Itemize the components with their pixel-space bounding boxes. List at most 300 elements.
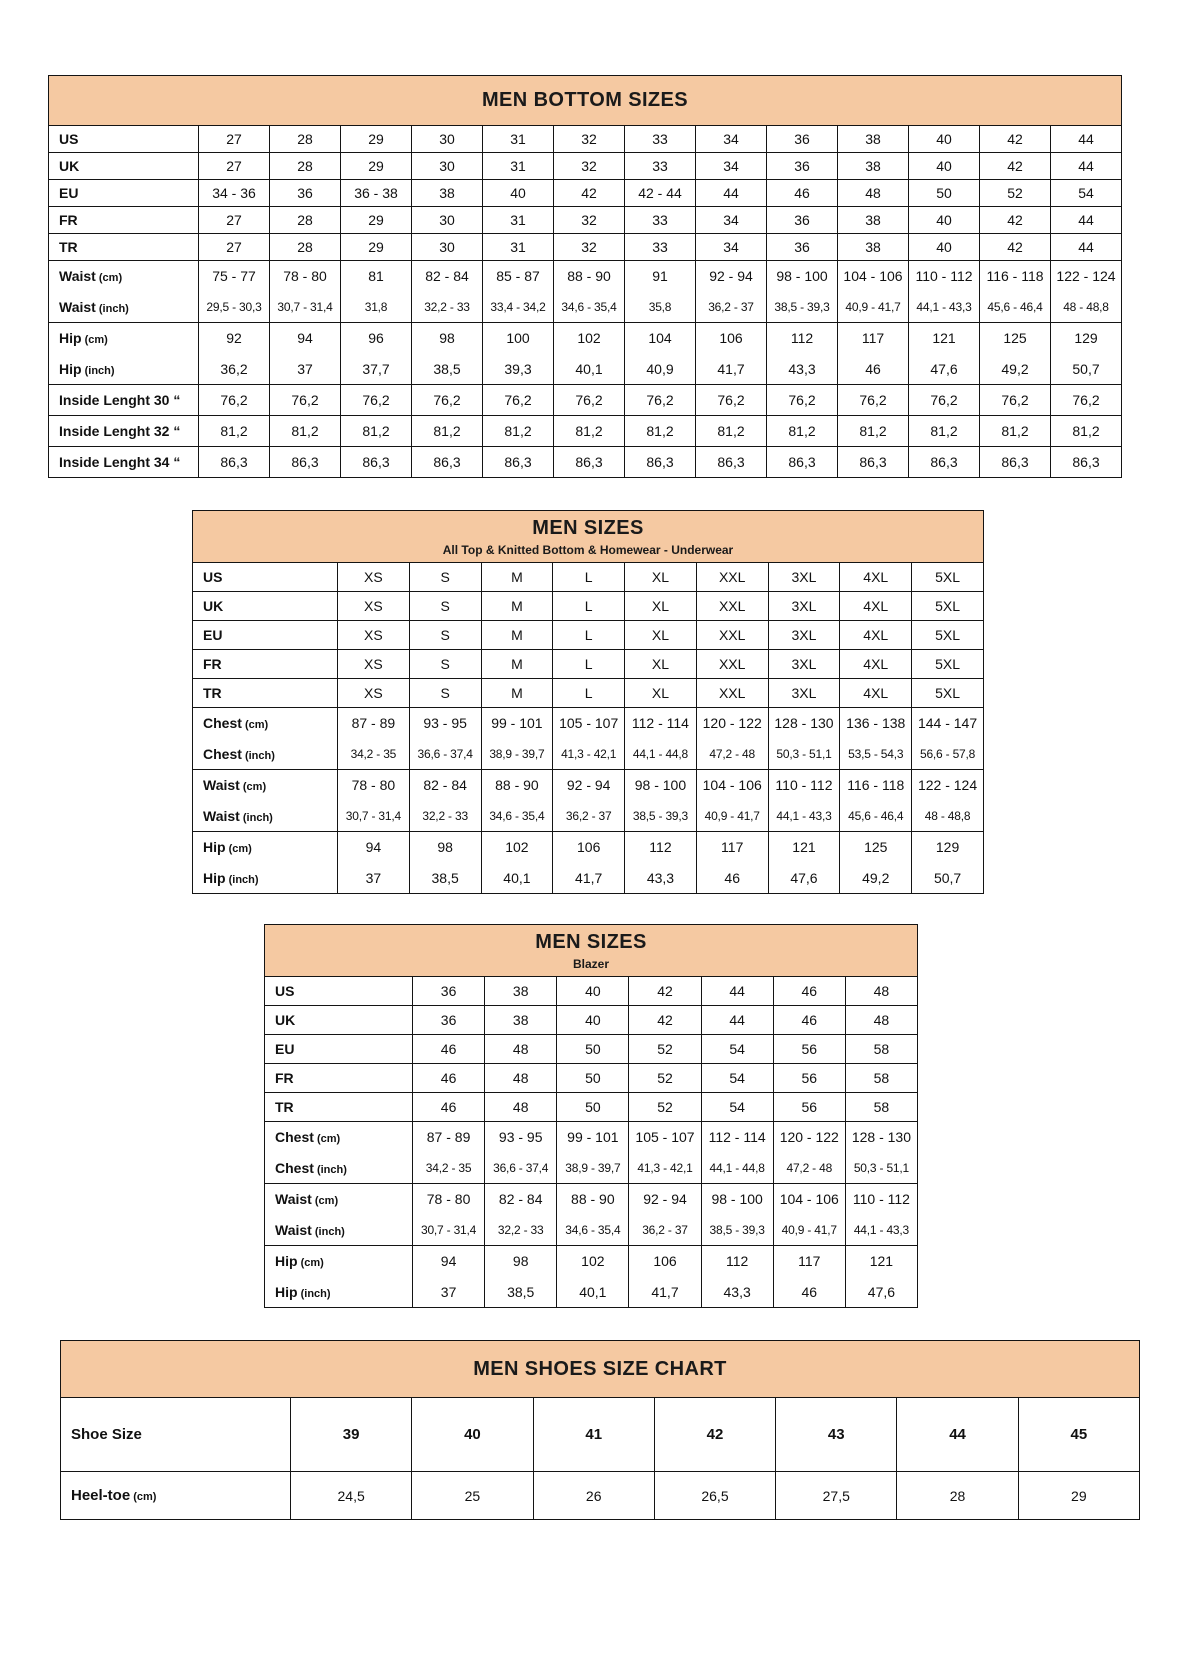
size-cell: 81,2 <box>483 416 554 447</box>
size-cell: 38 <box>838 207 909 234</box>
size-cell: 34,6 - 35,4 <box>554 292 625 323</box>
size-cell: 92 - 94 <box>553 770 625 801</box>
size-cell: 125 <box>840 832 912 863</box>
size-cell: 122 - 124 <box>1051 261 1122 292</box>
size-cell: 82 - 84 <box>485 1184 557 1215</box>
size-cell: 98 <box>412 323 483 354</box>
size-cell: 110 - 112 <box>845 1184 917 1215</box>
size-cell: 112 - 114 <box>625 708 697 739</box>
size-cell: 76,2 <box>483 385 554 416</box>
size-cell: 40 <box>483 180 554 207</box>
size-cell: XS <box>338 621 410 650</box>
size-cell: 92 - 94 <box>629 1184 701 1215</box>
size-cell: S <box>409 650 481 679</box>
table-row <box>49 153 1122 180</box>
size-cell: 105 - 107 <box>553 708 625 739</box>
size-cell: 4XL <box>840 563 912 592</box>
table-row <box>49 126 1122 153</box>
size-cell: 49,2 <box>980 354 1051 385</box>
size-cell: 47,6 <box>845 1277 917 1308</box>
size-cell: 29 <box>1018 1472 1139 1520</box>
size-cell: 27 <box>199 207 270 234</box>
row-label <box>49 385 199 416</box>
size-cell: 43,3 <box>625 863 697 894</box>
size-cell: 76,2 <box>696 385 767 416</box>
size-cell: 37,7 <box>341 354 412 385</box>
size-cell: 26,5 <box>654 1472 775 1520</box>
size-cell: 94 <box>338 832 410 863</box>
row-label-text: FR <box>59 212 78 228</box>
size-cell: L <box>553 650 625 679</box>
row-label <box>49 447 199 478</box>
size-cell: 34 <box>696 207 767 234</box>
size-cell: 129 <box>1051 323 1122 354</box>
size-cell: 29 <box>341 126 412 153</box>
size-cell: 93 - 95 <box>409 708 481 739</box>
row-label-text: Waist <box>59 268 96 285</box>
size-cell: 40,9 <box>625 354 696 385</box>
size-cell: 76,2 <box>1051 385 1122 416</box>
row-label-text: EU <box>59 185 79 201</box>
size-cell: 86,3 <box>767 447 838 478</box>
men-shoes-size-chart-table <box>60 1340 1140 1520</box>
table-row <box>193 770 984 801</box>
table-row <box>193 739 984 770</box>
size-cell: 116 - 118 <box>980 261 1051 292</box>
size-cell: 86,3 <box>909 447 980 478</box>
row-label <box>193 621 338 650</box>
size-cell: 88 - 90 <box>481 770 553 801</box>
row-label <box>193 592 338 621</box>
table-row <box>193 592 984 621</box>
size-cell: 46 <box>773 1006 845 1035</box>
size-cell: 81,2 <box>980 416 1051 447</box>
row-label-text: US <box>59 131 79 147</box>
size-cell: 78 - 80 <box>270 261 341 292</box>
size-cell: 128 - 130 <box>845 1122 917 1153</box>
size-cell: 56 <box>773 1093 845 1122</box>
row-label <box>193 739 338 770</box>
size-cell: 128 - 130 <box>768 708 840 739</box>
size-cell: 86,3 <box>838 447 909 478</box>
size-cell: 98 <box>409 832 481 863</box>
size-cell: 110 - 112 <box>768 770 840 801</box>
size-cell: 98 - 100 <box>767 261 838 292</box>
size-cell: 30 <box>412 126 483 153</box>
size-cell: 117 <box>838 323 909 354</box>
size-cell: 117 <box>696 832 768 863</box>
row-label-unit: (inch) <box>241 749 275 762</box>
size-charts-page <box>0 75 1200 1520</box>
size-cell: 36,2 <box>199 354 270 385</box>
size-cell: 38,9 - 39,7 <box>481 739 553 770</box>
size-cell: 41 <box>533 1398 654 1472</box>
table-row <box>61 1398 1140 1472</box>
size-cell: 3XL <box>768 679 840 708</box>
size-cell: 92 - 94 <box>696 261 767 292</box>
row-label-unit: (inch) <box>313 1163 347 1176</box>
size-cell: 33 <box>625 126 696 153</box>
size-cell: 52 <box>980 180 1051 207</box>
size-cell: 44 <box>1051 207 1122 234</box>
size-cell: 41,7 <box>553 863 625 894</box>
row-label <box>49 126 199 153</box>
size-cell: 86,3 <box>483 447 554 478</box>
size-cell: 34 <box>696 126 767 153</box>
size-cell: 36 <box>767 126 838 153</box>
size-cell: 30,7 - 31,4 <box>413 1215 485 1246</box>
size-cell: 86,3 <box>341 447 412 478</box>
size-cell: 112 <box>625 832 697 863</box>
size-cell: 136 - 138 <box>840 708 912 739</box>
row-label-text: FR <box>275 1070 294 1086</box>
table-row <box>265 1064 918 1093</box>
size-cell: 50 <box>557 1064 629 1093</box>
table-title: MEN SHOES SIZE CHART <box>473 1357 727 1380</box>
size-cell: 46 <box>767 180 838 207</box>
size-cell: 31,8 <box>341 292 412 323</box>
row-label-text: Hip <box>275 1253 298 1270</box>
table-header-bar <box>61 1341 1140 1398</box>
row-label-text: UK <box>59 158 80 174</box>
size-cell: 42 <box>629 977 701 1006</box>
size-cell: 82 - 84 <box>409 770 481 801</box>
size-cell: 76,2 <box>270 385 341 416</box>
size-cell: 85 - 87 <box>483 261 554 292</box>
size-cell: 40,9 - 41,7 <box>773 1215 845 1246</box>
size-cell: 94 <box>270 323 341 354</box>
size-cell: 99 - 101 <box>481 708 553 739</box>
size-cell: 98 - 100 <box>625 770 697 801</box>
size-cell: 34 <box>696 234 767 261</box>
size-cell: 40 <box>557 977 629 1006</box>
row-label <box>265 1184 413 1215</box>
row-label <box>49 180 199 207</box>
size-cell: 4XL <box>840 621 912 650</box>
table-row <box>49 292 1122 323</box>
size-cell: 45 <box>1018 1398 1139 1472</box>
size-cell: 47,2 - 48 <box>773 1153 845 1184</box>
row-label-text: Waist <box>275 1221 312 1238</box>
size-cell: 38 <box>838 153 909 180</box>
row-label <box>265 1122 413 1153</box>
size-cell: 38,5 <box>409 863 481 894</box>
table-row <box>265 1006 918 1035</box>
size-cell: 40 <box>557 1006 629 1035</box>
row-label <box>49 292 199 323</box>
table-header-bar <box>265 925 918 977</box>
size-cell: 32 <box>554 234 625 261</box>
table-row <box>49 447 1122 478</box>
size-cell: 121 <box>909 323 980 354</box>
size-cell: XL <box>625 563 697 592</box>
row-label-unit: (cm) <box>225 843 252 856</box>
size-cell: 86,3 <box>270 447 341 478</box>
table-row <box>193 801 984 832</box>
size-cell: 27,5 <box>776 1472 897 1520</box>
size-cell: S <box>409 621 481 650</box>
table-row <box>193 679 984 708</box>
size-cell: XXL <box>696 650 768 679</box>
size-cell: 37 <box>338 863 410 894</box>
size-cell: 76,2 <box>838 385 909 416</box>
size-cell: 81,2 <box>696 416 767 447</box>
size-cell: 31 <box>483 207 554 234</box>
size-cell: 42 <box>554 180 625 207</box>
size-cell: 56 <box>773 1035 845 1064</box>
size-cell: 32,2 - 33 <box>485 1215 557 1246</box>
men-sizes-top-table <box>192 510 984 894</box>
size-cell: 44 <box>701 1006 773 1035</box>
size-cell: 42 <box>980 207 1051 234</box>
size-cell: 30 <box>412 207 483 234</box>
size-cell: 34,6 - 35,4 <box>557 1215 629 1246</box>
size-cell: 42 <box>980 126 1051 153</box>
size-cell: 40 <box>909 207 980 234</box>
size-cell: 42 <box>654 1398 775 1472</box>
size-cell: 112 - 114 <box>701 1122 773 1153</box>
size-cell: XS <box>338 650 410 679</box>
row-label-unit: (cm) <box>95 272 123 285</box>
size-cell: 76,2 <box>199 385 270 416</box>
size-cell: 88 - 90 <box>554 261 625 292</box>
row-label-text: Waist <box>203 807 240 824</box>
size-cell: 34,6 - 35,4 <box>481 801 553 832</box>
size-cell: 76,2 <box>341 385 412 416</box>
size-cell: 86,3 <box>199 447 270 478</box>
size-cell: 34 <box>696 153 767 180</box>
size-cell: 106 <box>696 323 767 354</box>
size-cell: 28 <box>270 153 341 180</box>
size-cell: 40 <box>909 126 980 153</box>
size-cell: XL <box>625 679 697 708</box>
size-cell: 116 - 118 <box>840 770 912 801</box>
row-label <box>193 832 338 863</box>
size-cell: 40,1 <box>481 863 553 894</box>
size-cell: 81,2 <box>625 416 696 447</box>
row-label-text: UK <box>275 1012 296 1028</box>
men-sizes-blazer-table <box>264 924 918 1308</box>
size-cell: 98 <box>485 1246 557 1277</box>
size-cell: 38,5 - 39,3 <box>625 801 697 832</box>
size-cell: 27 <box>199 234 270 261</box>
table-header-bar <box>193 511 984 563</box>
size-cell: 46 <box>773 977 845 1006</box>
size-cell: 44,1 - 43,3 <box>768 801 840 832</box>
size-cell: 42 <box>980 234 1051 261</box>
size-cell: 81,2 <box>199 416 270 447</box>
size-cell: 24,5 <box>291 1472 412 1520</box>
row-label-text: Waist <box>203 777 240 794</box>
size-cell: 117 <box>773 1246 845 1277</box>
row-label-text: Inside Lenght 30 “ <box>59 392 181 408</box>
row-label <box>193 801 338 832</box>
row-label <box>193 650 338 679</box>
size-cell: 36 - 38 <box>341 180 412 207</box>
row-label-unit: (cm) <box>311 1195 339 1208</box>
row-label-unit: (cm) <box>313 1133 341 1146</box>
row-label-unit: (inch) <box>311 1225 345 1238</box>
size-cell: 50,7 <box>1051 354 1122 385</box>
size-cell: 76,2 <box>554 385 625 416</box>
size-cell: 44,1 - 43,3 <box>845 1215 917 1246</box>
size-cell: 91 <box>625 261 696 292</box>
table-subtitle: Blazer <box>572 956 610 971</box>
size-cell: 81,2 <box>341 416 412 447</box>
row-label-unit: (cm) <box>81 334 108 347</box>
size-cell: 45,6 - 46,4 <box>840 801 912 832</box>
size-cell: 121 <box>768 832 840 863</box>
row-label <box>265 1215 413 1246</box>
table-row <box>193 863 984 894</box>
size-cell: 38 <box>485 1006 557 1035</box>
row-label-text: Heel-toe <box>71 1487 131 1504</box>
size-cell: 44,1 - 44,8 <box>625 739 697 770</box>
size-cell: 122 - 124 <box>912 770 984 801</box>
size-cell: 104 - 106 <box>696 770 768 801</box>
size-cell: L <box>553 563 625 592</box>
size-cell: 33 <box>625 207 696 234</box>
size-cell: 31 <box>483 234 554 261</box>
size-cell: 99 - 101 <box>557 1122 629 1153</box>
size-cell: 30,7 - 31,4 <box>338 801 410 832</box>
size-cell: 48 <box>485 1093 557 1122</box>
size-cell: 81,2 <box>1051 416 1122 447</box>
row-label <box>193 708 338 739</box>
size-cell: XXL <box>696 563 768 592</box>
table-row <box>265 1035 918 1064</box>
size-cell: 37 <box>270 354 341 385</box>
row-label <box>49 354 199 385</box>
size-cell: 44 <box>1051 126 1122 153</box>
table-row <box>265 1184 918 1215</box>
size-cell: 78 - 80 <box>338 770 410 801</box>
size-cell: M <box>481 621 553 650</box>
size-cell: 42 - 44 <box>625 180 696 207</box>
size-cell: 48 <box>845 977 917 1006</box>
size-cell: 4XL <box>840 650 912 679</box>
size-cell: L <box>553 621 625 650</box>
size-cell: XXL <box>696 621 768 650</box>
size-cell: 96 <box>341 323 412 354</box>
row-label <box>61 1472 291 1520</box>
size-cell: 30 <box>412 234 483 261</box>
size-cell: 41,7 <box>629 1277 701 1308</box>
size-cell: 28 <box>270 207 341 234</box>
men-bottom-sizes-table <box>48 75 1122 478</box>
size-cell: 44 <box>1051 153 1122 180</box>
row-label-text: Shoe Size <box>71 1426 142 1443</box>
size-cell: 45,6 - 46,4 <box>980 292 1051 323</box>
size-cell: 36 <box>413 977 485 1006</box>
size-cell: 36,6 - 37,4 <box>409 739 481 770</box>
size-cell: 36,6 - 37,4 <box>485 1153 557 1184</box>
size-cell: 40 <box>412 1398 533 1472</box>
size-cell: 46 <box>413 1064 485 1093</box>
size-cell: 76,2 <box>625 385 696 416</box>
size-cell: 87 - 89 <box>413 1122 485 1153</box>
size-cell: 38,5 <box>412 354 483 385</box>
row-label <box>49 261 199 292</box>
size-cell: 42 <box>629 1006 701 1035</box>
size-cell: 25 <box>412 1472 533 1520</box>
row-label <box>49 207 199 234</box>
table-row <box>193 650 984 679</box>
size-cell: 32 <box>554 207 625 234</box>
size-cell: 92 <box>199 323 270 354</box>
size-cell: 36,2 - 37 <box>629 1215 701 1246</box>
size-cell: 36 <box>413 1006 485 1035</box>
size-cell: 104 - 106 <box>773 1184 845 1215</box>
size-cell: 48 - 48,8 <box>1051 292 1122 323</box>
size-cell: M <box>481 563 553 592</box>
size-cell: 30 <box>412 153 483 180</box>
size-cell: 44 <box>897 1398 1018 1472</box>
size-cell: 48 <box>845 1006 917 1035</box>
size-cell: 82 - 84 <box>412 261 483 292</box>
size-cell: 38 <box>485 977 557 1006</box>
table-title: MEN SIZES <box>532 516 644 539</box>
table-row <box>193 708 984 739</box>
size-cell: 44,1 - 44,8 <box>701 1153 773 1184</box>
size-cell: 86,3 <box>625 447 696 478</box>
size-cell: 54 <box>1051 180 1122 207</box>
size-cell: XXL <box>696 592 768 621</box>
size-cell: 27 <box>199 153 270 180</box>
size-cell: 32,2 - 33 <box>409 801 481 832</box>
size-cell: 32,2 - 33 <box>412 292 483 323</box>
row-label-text: Hip <box>203 869 226 886</box>
size-cell: 43,3 <box>701 1277 773 1308</box>
size-cell: 44,1 - 43,3 <box>909 292 980 323</box>
size-cell: 39,3 <box>483 354 554 385</box>
row-label-text: TR <box>203 685 222 701</box>
row-label <box>61 1398 291 1472</box>
row-label <box>49 234 199 261</box>
size-cell: 29 <box>341 234 412 261</box>
row-label-unit: (cm) <box>130 1491 157 1503</box>
size-cell: 81,2 <box>909 416 980 447</box>
table-row <box>49 207 1122 234</box>
size-cell: 54 <box>701 1064 773 1093</box>
size-cell: 58 <box>845 1035 917 1064</box>
size-cell: XL <box>625 621 697 650</box>
size-cell: 86,3 <box>696 447 767 478</box>
size-cell: 5XL <box>912 621 984 650</box>
row-label-text: US <box>203 569 223 585</box>
row-label-unit: (cm) <box>297 1257 324 1270</box>
size-cell: 29,5 - 30,3 <box>199 292 270 323</box>
table-row <box>193 621 984 650</box>
size-cell: 38 <box>838 126 909 153</box>
size-cell: 40,1 <box>557 1277 629 1308</box>
size-cell: 38,5 - 39,3 <box>767 292 838 323</box>
row-label-unit: (cm) <box>239 781 267 794</box>
size-cell: 58 <box>845 1064 917 1093</box>
size-cell: 33 <box>625 153 696 180</box>
size-cell: M <box>481 592 553 621</box>
size-cell: 121 <box>845 1246 917 1277</box>
size-cell: 40,9 - 41,7 <box>838 292 909 323</box>
size-cell: 38,9 - 39,7 <box>557 1153 629 1184</box>
table-row <box>193 563 984 592</box>
row-label-text: UK <box>203 598 224 614</box>
size-cell: 46 <box>773 1277 845 1308</box>
size-cell: 120 - 122 <box>773 1122 845 1153</box>
row-label <box>265 1153 413 1184</box>
row-label <box>49 416 199 447</box>
table-row <box>49 354 1122 385</box>
